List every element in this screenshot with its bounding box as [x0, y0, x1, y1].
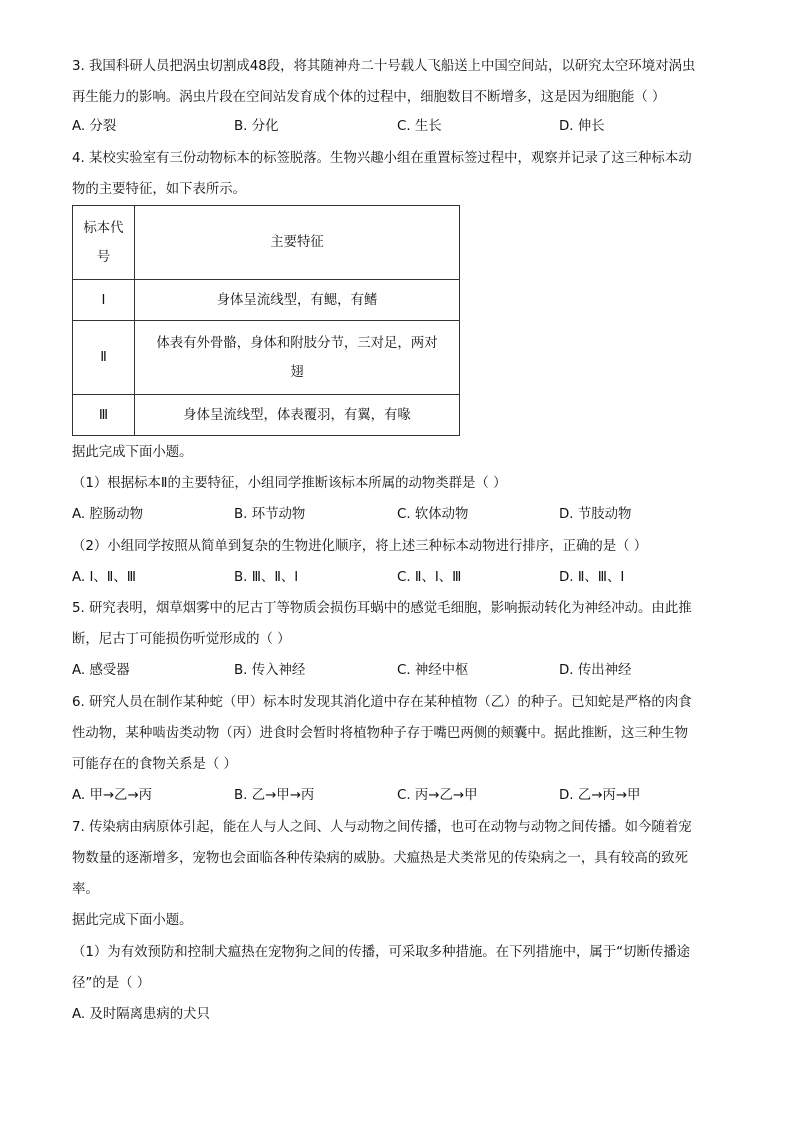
q7-sub1-stem-line2: 径”的是（ ） — [72, 976, 151, 991]
q7-stem-line1: 7. 传染病由病原体引起，能在人与人之间、人与动物之间传播，也可在动物与动物之间传播。如今随着宠 — [72, 820, 692, 835]
q4-sub2-option-b: B. Ⅲ、Ⅱ、Ⅰ — [234, 570, 299, 585]
q7-stem-line2: 物数量的逐渐增多，宠物也会面临各种传染病的威胁。犬瘟热是犬类常见的传染病之一，具有较高的致死 — [72, 851, 688, 866]
q6-stem-line3: 可能存在的食物关系是（ ） — [72, 757, 237, 772]
q3-option-c: C. 生长 — [397, 119, 442, 134]
specimen-feature: 体表有外骨骼，身体和附肢分节，三对足，两对 翅 — [135, 321, 460, 395]
q7-stem-line3: 率。 — [72, 882, 99, 897]
q5-option-b: B. 传入神经 — [234, 663, 306, 678]
q6-option-c: C. 丙→乙→甲 — [397, 788, 478, 803]
specimen-code: Ⅲ — [73, 395, 135, 436]
q4-stem-line1: 4. 某校实验室有三份动物标本的标签脱落。生物兴趣小组在重置标签过程中，观察并记录了这三种标本动 — [72, 151, 692, 166]
q6-option-a: A. 甲→乙→丙 — [72, 788, 153, 803]
header-specimen-code: 标本代 号 — [73, 206, 135, 280]
q5-options — [72, 661, 732, 681]
q5-stem-line2: 断，尼古丁可能损伤听觉形成的（ ） — [72, 632, 291, 647]
q6-option-b: B. 乙→甲→丙 — [234, 788, 315, 803]
q4-sub1-option-d: D. 节肢动物 — [559, 507, 632, 522]
table-row — [73, 395, 460, 436]
q4-sub1-option-c: C. 软体动物 — [397, 507, 469, 522]
q3-option-a: A. 分裂 — [72, 119, 117, 134]
q6-stem-line2: 性动物，某种啮齿类动物（丙）进食时会暂时将植物种子存于嘴巴两侧的颊囊中。据此推断，这三种生物 — [72, 726, 688, 741]
q6-stem-line1: 6. 研究人员在制作某种蛇（甲）标本时发现其消化道中存在某种植物（乙）的种子。已知蛇是严格的肉食 — [72, 695, 692, 710]
specimen-code: Ⅱ — [73, 321, 135, 395]
q5-option-a: A. 感受器 — [72, 663, 130, 678]
q7-sub1-option-a: A. 及时隔离患病的犬只 — [72, 1007, 210, 1022]
table-row — [73, 280, 460, 321]
header-main-features: 主要特征 — [135, 206, 460, 280]
q6-option-d: D. 乙→丙→甲 — [559, 788, 641, 803]
q5-option-c: C. 神经中枢 — [397, 663, 469, 678]
q4-sub2-option-a: A. Ⅰ、Ⅱ、Ⅲ — [72, 570, 136, 585]
q5-option-d: D. 传出神经 — [559, 663, 632, 678]
q4-sub2-options — [72, 568, 732, 588]
table-header-row — [73, 206, 460, 280]
q4-sub2-stem: （2）小组同学按照从简单到复杂的生物进化顺序，将上述三种标本动物进行排序，正确的是（ ） — [72, 539, 648, 554]
q4-sub1-option-a: A. 腔肠动物 — [72, 507, 143, 522]
q6-options — [72, 786, 732, 806]
q7-sub1-stem-line1: （1）为有效预防和控制犬瘟热在宠物狗之间的传播，可采取多种措施。在下列措施中，属于“切断传播途 — [72, 945, 691, 960]
q4-sub1-option-b: B. 环节动物 — [234, 507, 306, 522]
q3-option-d: D. 伸长 — [559, 119, 605, 134]
specimen-feature: 身体呈流线型，有鳃，有鳍 — [135, 280, 460, 321]
q3-stem-line2: 再生能力的影响。涡虫片段在空间站发育成个体的过程中，细胞数目不断增多，这是因为细胞能（ ） — [72, 90, 666, 105]
q4-sub2-option-c: C. Ⅱ、Ⅰ、Ⅲ — [397, 570, 462, 585]
q4-sub2-option-d: D. Ⅱ、Ⅲ、Ⅰ — [559, 570, 625, 585]
specimen-feature: 身体呈流线型，体表覆羽，有翼，有喙 — [135, 395, 460, 436]
q3-option-b: B. 分化 — [234, 119, 279, 134]
q7-lead: 据此完成下面小题。 — [72, 913, 193, 928]
q5-stem-line1: 5. 研究表明，烟草烟雾中的尼古丁等物质会损伤耳蜗中的感觉毛细胞，影响振动转化为神经冲动。由此推 — [72, 601, 692, 616]
specimen-code: Ⅰ — [73, 280, 135, 321]
q3-stem-line1: 3. 我国科研人员把涡虫切割成48段，将其随神舟二十号载人飞船送上中国空间站，以研究太空环境对涡虫 — [72, 59, 696, 74]
q4-lead: 据此完成下面小题。 — [72, 445, 193, 460]
q4-sub1-options — [72, 505, 732, 525]
table-row — [73, 321, 460, 395]
q3-options — [72, 117, 732, 137]
q4-sub1-stem: （1）根据标本Ⅱ的主要特征，小组同学推断该标本所属的动物类群是（ ） — [72, 476, 507, 491]
specimen-table — [72, 205, 460, 436]
q4-stem-line2: 物的主要特征，如下表所示。 — [72, 182, 247, 197]
